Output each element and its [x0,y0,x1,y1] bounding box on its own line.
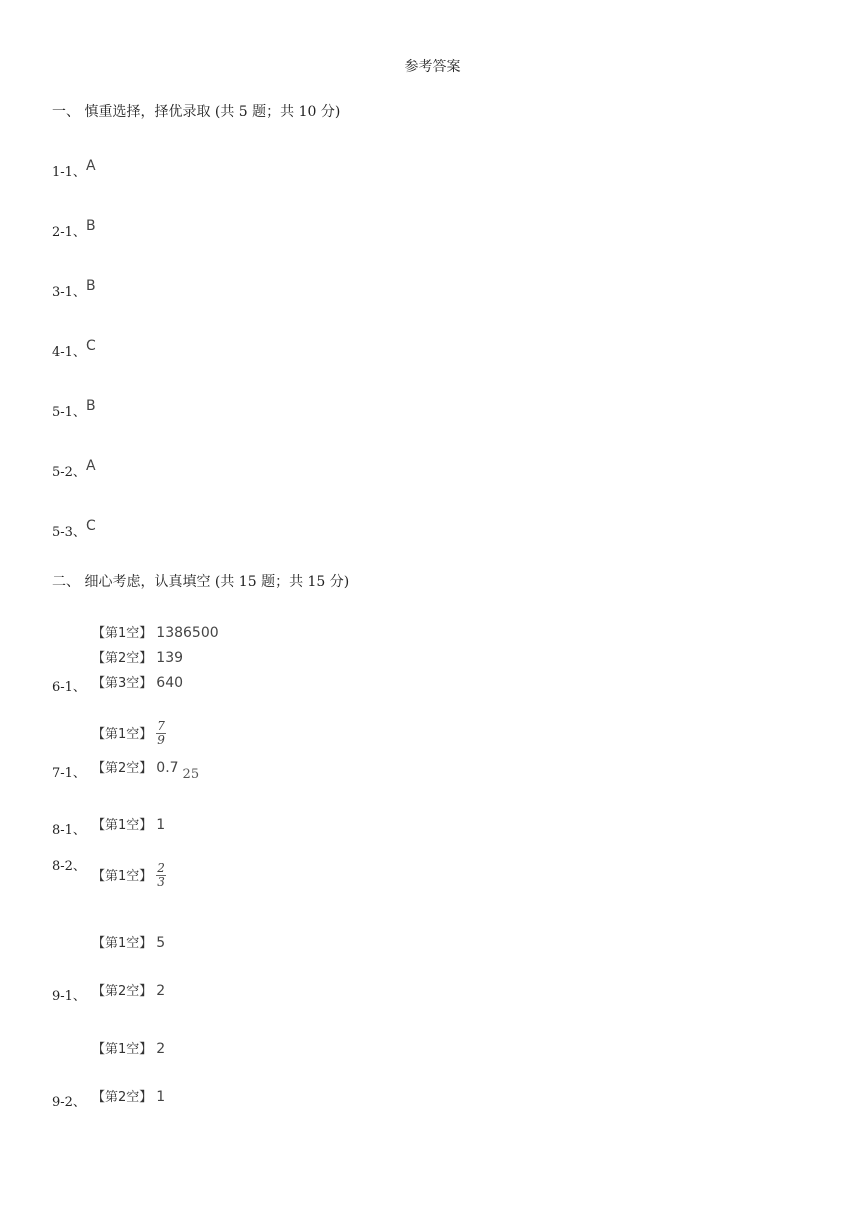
answer-row [52,518,96,540]
blank-answer [92,757,200,782]
blank-label: 【第2空】 [92,984,153,999]
question-number: 1-1、 [52,165,86,180]
question-number: 5-3、 [52,525,86,540]
answer-value: C [85,338,96,354]
section-heading-choice: 一、 慎重选择，择优录取 (共 5 题；共 10 分) [52,104,341,120]
blank-answer [92,1038,165,1057]
answer-row [52,158,96,180]
question-number: 5-2、 [52,465,86,480]
section-heading-fill: 二、 细心考虑，认真填空 (共 15 题；共 15 分) [52,574,350,590]
answer-value: B [85,278,96,294]
question-number: 8-2、 [52,859,86,874]
answer-value: B [85,218,96,234]
question-number: 4-1、 [52,345,86,360]
answer-row [52,458,96,480]
answer-row [52,338,96,360]
answer-value: B [85,398,96,414]
blank-answer [92,647,183,666]
question-number: 9-1、 [52,989,86,1004]
blank-answer [92,814,165,833]
blank-answer [92,980,165,999]
question-number: 3-1、 [52,285,86,300]
blank-label: 【第1空】 [92,818,153,833]
question-number: 6-1、 [52,680,86,695]
blank-value: 0.7 [156,760,179,776]
question-number: 7-1、 [52,766,86,781]
answer-value: C [85,518,96,534]
blank-answer [92,932,165,951]
blank-value: 2 [156,983,166,999]
blank-value: 139 [156,650,184,666]
blank-value: 1 [156,1089,166,1105]
blank-answer [92,1086,165,1105]
blank-answer [92,622,219,641]
answer-row [52,278,96,300]
fraction-value: $\frac{7}{9}$ [157,719,165,747]
blank-label: 【第1空】 [92,869,153,884]
blank-label: 【第2空】 [92,1090,153,1105]
blank-value: 640 [156,675,184,691]
blank-label: 【第1空】 [92,626,153,641]
fraction-value: $\frac{2}{3}$ [157,861,165,889]
blank-answer [92,672,183,691]
question-number: 2-1、 [52,225,86,240]
blank-label: 【第2空】 [92,651,153,666]
page-title: 参考答案 [404,59,461,75]
blank-value: 5 [156,935,166,951]
blank-label: 【第2空】 [92,761,153,776]
blank-label: 【第1空】 [92,1042,153,1057]
answer-value: A [85,158,96,174]
answer-value: A [85,458,96,474]
blank-answer [92,862,166,889]
question-number: 5-1、 [52,405,86,420]
blank-value-extra: 25 [182,767,200,782]
blank-label: 【第1空】 [92,936,153,951]
blank-value: 1386500 [156,625,219,641]
question-number: 8-1、 [52,823,86,838]
blank-answer [92,720,166,747]
answer-row [52,398,96,420]
question-number: 9-2、 [52,1095,86,1110]
answer-row [52,218,96,240]
blank-label: 【第3空】 [92,676,153,691]
blank-value: 2 [156,1041,166,1057]
blank-label: 【第1空】 [92,727,153,742]
blank-value: 1 [156,817,166,833]
